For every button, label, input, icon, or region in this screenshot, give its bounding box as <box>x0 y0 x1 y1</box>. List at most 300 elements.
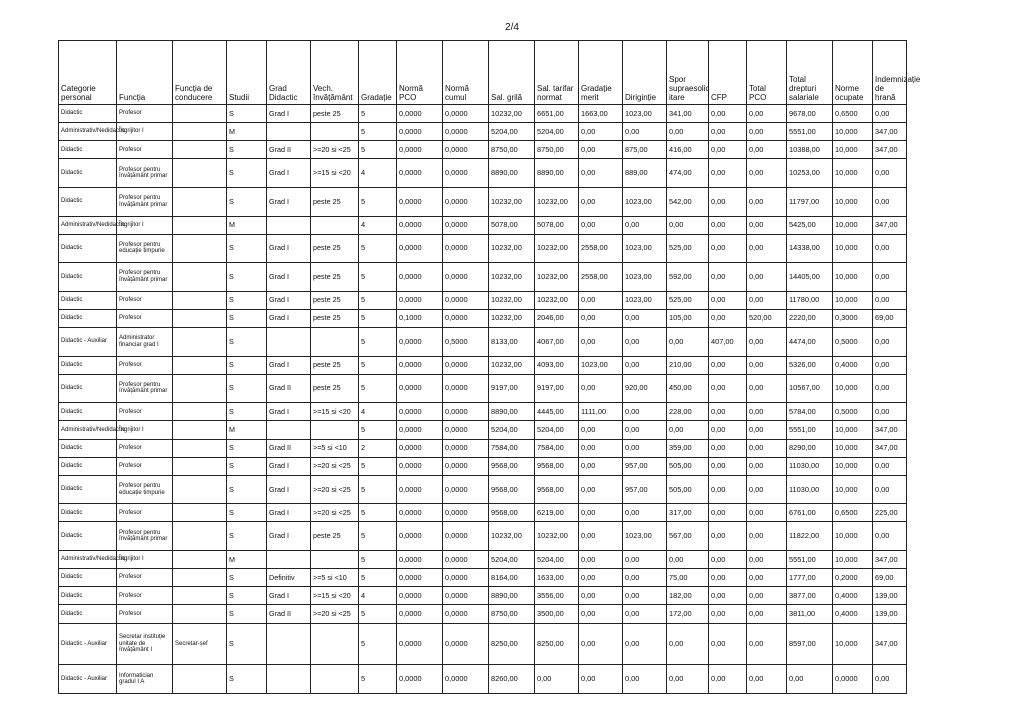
column-header: Norme ocupate <box>833 41 873 105</box>
table-cell: 450,00 <box>667 374 709 403</box>
table-cell: Didactic <box>59 522 117 551</box>
table-cell: 0,5000 <box>833 403 873 421</box>
table-cell: 0,00 <box>747 605 787 623</box>
table-cell: 69,00 <box>873 569 907 587</box>
table-cell: >=5 si <10 <box>311 569 359 587</box>
table-row <box>59 234 907 263</box>
table-cell <box>311 665 359 694</box>
table-cell: S <box>227 159 267 188</box>
table-cell: S <box>227 605 267 623</box>
table-cell: Grad I <box>267 403 311 421</box>
table-cell: 10232,00 <box>489 309 535 327</box>
table-cell: 10,000 <box>833 216 873 234</box>
table-cell: 10253,00 <box>787 159 833 188</box>
table-cell: 6651,00 <box>535 105 579 123</box>
table-cell: 5204,00 <box>489 551 535 569</box>
table-cell: peste 25 <box>311 356 359 374</box>
table-cell: 10,000 <box>833 522 873 551</box>
table-row <box>59 439 907 457</box>
table-row <box>59 309 907 327</box>
table-cell: Profesor pentru educație timpurie <box>117 475 173 504</box>
table-cell: Îngrijitor I <box>117 551 173 569</box>
table-cell: 0,00 <box>747 587 787 605</box>
table-cell: 0,0000 <box>443 665 489 694</box>
table-cell: Didactic <box>59 569 117 587</box>
table-cell: 0,0000 <box>443 105 489 123</box>
table-cell: 9568,00 <box>535 457 579 475</box>
table-cell <box>173 234 227 263</box>
table-cell: 0,0000 <box>443 356 489 374</box>
table-cell: 0,00 <box>747 374 787 403</box>
table-cell: 347,00 <box>873 421 907 439</box>
table-cell: 889,00 <box>623 159 667 188</box>
table-cell: 0,00 <box>709 123 747 141</box>
table-cell: 0,00 <box>623 587 667 605</box>
table-cell: 3811,00 <box>787 605 833 623</box>
salary-table-container <box>58 40 921 694</box>
table-row <box>59 123 907 141</box>
table-cell: 0,4000 <box>833 587 873 605</box>
table-cell: Didactic <box>59 475 117 504</box>
table-cell: 14338,00 <box>787 234 833 263</box>
table-cell: Grad I <box>267 187 311 216</box>
table-cell: 8597,00 <box>787 623 833 665</box>
table-row <box>59 475 907 504</box>
table-cell: Didactic <box>59 605 117 623</box>
table-cell: M <box>227 123 267 141</box>
table-cell: 8890,00 <box>489 159 535 188</box>
table-cell: 0,0000 <box>443 159 489 188</box>
table-cell <box>267 328 311 357</box>
table-cell: Didactic <box>59 105 117 123</box>
table-cell: 10232,00 <box>489 291 535 309</box>
table-cell: 11030,00 <box>787 475 833 504</box>
table-cell: 0,00 <box>579 665 623 694</box>
table-cell: 0,0000 <box>397 522 443 551</box>
table-cell: 0,2000 <box>833 569 873 587</box>
table-cell: peste 25 <box>311 263 359 292</box>
table-cell: 0,0000 <box>443 522 489 551</box>
table-cell: 0,0000 <box>397 263 443 292</box>
table-cell: 407,00 <box>709 328 747 357</box>
table-row <box>59 522 907 551</box>
table-cell: Didactic <box>59 457 117 475</box>
table-cell: 0,0000 <box>397 105 443 123</box>
table-cell: 0,00 <box>709 504 747 522</box>
table-cell: 10232,00 <box>489 105 535 123</box>
table-cell: 0,0000 <box>397 159 443 188</box>
table-cell: S <box>227 234 267 263</box>
table-cell: Îngrijitor I <box>117 123 173 141</box>
table-cell: 0,00 <box>709 623 747 665</box>
table-cell: 0,00 <box>579 309 623 327</box>
table-cell: 9197,00 <box>535 374 579 403</box>
table-cell: Profesor <box>117 309 173 327</box>
table-cell: peste 25 <box>311 291 359 309</box>
table-cell: S <box>227 475 267 504</box>
table-cell: 1111,00 <box>579 403 623 421</box>
table-cell: 8164,00 <box>489 569 535 587</box>
column-header: Diriginție <box>623 41 667 105</box>
table-cell <box>311 328 359 357</box>
table-cell: 317,00 <box>667 504 709 522</box>
table-cell: 10232,00 <box>489 263 535 292</box>
table-cell: 347,00 <box>873 551 907 569</box>
table-cell: 5204,00 <box>489 123 535 141</box>
table-cell: 0,00 <box>873 457 907 475</box>
table-cell: Îngrijitor I <box>117 216 173 234</box>
table-cell: 0,00 <box>579 457 623 475</box>
table-cell: 0,00 <box>709 587 747 605</box>
table-cell: 0,0000 <box>443 141 489 159</box>
table-cell: 0,00 <box>709 105 747 123</box>
table-cell: 5 <box>359 291 397 309</box>
table-cell: 7584,00 <box>489 439 535 457</box>
table-cell: 0,0000 <box>397 403 443 421</box>
table-cell: 10,000 <box>833 421 873 439</box>
table-cell: 4093,00 <box>535 356 579 374</box>
table-cell: 0,0000 <box>397 569 443 587</box>
table-cell: 10,000 <box>833 234 873 263</box>
table-cell: 0,00 <box>873 403 907 421</box>
table-cell: 5204,00 <box>489 421 535 439</box>
table-cell: 4 <box>359 587 397 605</box>
table-cell: 8290,00 <box>787 439 833 457</box>
table-cell: 4 <box>359 403 397 421</box>
table-cell: Informatician gradul I A <box>117 665 173 694</box>
table-cell: S <box>227 356 267 374</box>
table-cell: 5 <box>359 309 397 327</box>
table-row <box>59 457 907 475</box>
table-cell: 8750,00 <box>535 141 579 159</box>
table-cell: 0,00 <box>579 374 623 403</box>
table-cell: Profesor pentru învățământ primar <box>117 159 173 188</box>
table-cell: 0,00 <box>579 291 623 309</box>
table-cell: 6219,00 <box>535 504 579 522</box>
table-cell: 520,00 <box>747 309 787 327</box>
table-cell: 9568,00 <box>535 475 579 504</box>
table-cell: Secretar-șef <box>173 623 227 665</box>
table-cell: 0,0000 <box>443 123 489 141</box>
table-cell <box>173 439 227 457</box>
table-cell: 347,00 <box>873 123 907 141</box>
table-cell <box>173 309 227 327</box>
table-cell: 0,00 <box>873 328 907 357</box>
table-cell: 0,0000 <box>397 587 443 605</box>
table-cell: 0,00 <box>667 665 709 694</box>
table-cell: 567,00 <box>667 522 709 551</box>
table-cell: 0,0000 <box>443 291 489 309</box>
table-cell: Profesor <box>117 291 173 309</box>
table-cell: 4445,00 <box>535 403 579 421</box>
table-cell: 0,00 <box>709 421 747 439</box>
table-row <box>59 403 907 421</box>
table-cell: 0,00 <box>709 187 747 216</box>
table-cell: >=20 si <25 <box>311 504 359 522</box>
table-cell: 4067,00 <box>535 328 579 357</box>
table-cell: Administrator financiar grad I <box>117 328 173 357</box>
table-cell: Grad I <box>267 457 311 475</box>
table-cell: 0,00 <box>747 263 787 292</box>
table-cell: 0,00 <box>787 665 833 694</box>
table-cell: 5 <box>359 623 397 665</box>
table-cell: 347,00 <box>873 623 907 665</box>
table-row <box>59 216 907 234</box>
table-cell: 0,00 <box>623 623 667 665</box>
table-cell: 0,00 <box>579 421 623 439</box>
table-cell: Definitiv <box>267 569 311 587</box>
table-cell: 0,0000 <box>397 374 443 403</box>
table-cell: 2046,00 <box>535 309 579 327</box>
table-cell: 0,0000 <box>443 374 489 403</box>
table-cell: 5425,00 <box>787 216 833 234</box>
table-cell: 0,00 <box>579 587 623 605</box>
table-cell: 0,0000 <box>443 551 489 569</box>
table-cell: Grad I <box>267 522 311 551</box>
table-cell: Grad I <box>267 234 311 263</box>
table-cell: 0,00 <box>535 665 579 694</box>
table-cell: 172,00 <box>667 605 709 623</box>
table-cell: 359,00 <box>667 439 709 457</box>
table-cell: Grad I <box>267 263 311 292</box>
table-cell: Grad II <box>267 439 311 457</box>
table-cell: Grad I <box>267 159 311 188</box>
table-cell: 0,00 <box>873 374 907 403</box>
table-cell: 5204,00 <box>535 123 579 141</box>
table-cell: >=15 si <20 <box>311 587 359 605</box>
column-header: Normă PCO <box>397 41 443 105</box>
table-cell: 0,6500 <box>833 105 873 123</box>
table-cell: 5 <box>359 665 397 694</box>
table-cell <box>267 123 311 141</box>
table-cell: Profesor <box>117 356 173 374</box>
table-row <box>59 605 907 623</box>
table-cell: 8890,00 <box>535 159 579 188</box>
table-cell: 0,0000 <box>443 187 489 216</box>
table-cell: 0,00 <box>623 569 667 587</box>
table-cell: 0,0000 <box>397 216 443 234</box>
table-row <box>59 504 907 522</box>
table-cell: 0,0000 <box>397 623 443 665</box>
table-cell: 957,00 <box>623 475 667 504</box>
table-cell: 0,00 <box>579 123 623 141</box>
table-cell <box>173 605 227 623</box>
table-cell: 5 <box>359 356 397 374</box>
table-cell: 10232,00 <box>489 187 535 216</box>
table-cell: 0,00 <box>623 421 667 439</box>
table-cell <box>173 504 227 522</box>
table-cell: 0,0000 <box>397 291 443 309</box>
table-cell: 10,000 <box>833 551 873 569</box>
table-cell: 11780,00 <box>787 291 833 309</box>
column-header: Sal. grilă <box>489 41 535 105</box>
table-cell: 341,00 <box>667 105 709 123</box>
header-row <box>59 41 907 105</box>
table-cell: 8260,00 <box>489 665 535 694</box>
table-cell: 9197,00 <box>489 374 535 403</box>
table-cell <box>173 216 227 234</box>
table-cell <box>173 328 227 357</box>
table-cell: 0,00 <box>623 504 667 522</box>
table-cell: 0,00 <box>709 234 747 263</box>
table-cell: 0,00 <box>747 439 787 457</box>
column-header: Studii <box>227 41 267 105</box>
table-cell: Didactic <box>59 587 117 605</box>
table-cell: 139,00 <box>873 587 907 605</box>
column-header: Indemnizație de hrană <box>873 41 907 105</box>
table-cell <box>173 159 227 188</box>
table-cell: 139,00 <box>873 605 907 623</box>
table-cell: >=20 si <25 <box>311 141 359 159</box>
table-cell: 10232,00 <box>489 522 535 551</box>
table-cell <box>311 123 359 141</box>
table-cell: 0,00 <box>667 551 709 569</box>
table-cell: 5204,00 <box>535 421 579 439</box>
table-cell: 0,00 <box>747 234 787 263</box>
table-cell: 0,00 <box>623 356 667 374</box>
table-cell: Profesor <box>117 605 173 623</box>
table-cell <box>173 141 227 159</box>
table-cell: 0,00 <box>873 665 907 694</box>
table-cell: 8250,00 <box>535 623 579 665</box>
table-cell: Didactic <box>59 309 117 327</box>
table-cell: S <box>227 374 267 403</box>
table-cell: >=15 si <20 <box>311 403 359 421</box>
table-cell: 0,0000 <box>397 504 443 522</box>
table-cell: 505,00 <box>667 475 709 504</box>
table-cell <box>311 551 359 569</box>
table-cell: 0,00 <box>579 623 623 665</box>
table-row <box>59 291 907 309</box>
table-cell <box>267 216 311 234</box>
table-cell: 5078,00 <box>489 216 535 234</box>
table-cell: Didactic - Auxiliar <box>59 623 117 665</box>
table-cell: 416,00 <box>667 141 709 159</box>
table-cell: Didactic <box>59 403 117 421</box>
table-cell: 920,00 <box>623 374 667 403</box>
table-cell: 5 <box>359 234 397 263</box>
table-cell: 10232,00 <box>489 356 535 374</box>
table-body <box>59 105 907 694</box>
table-cell: >=20 si <25 <box>311 457 359 475</box>
table-cell: 0,0000 <box>443 504 489 522</box>
table-cell <box>311 623 359 665</box>
table-cell: 1633,00 <box>535 569 579 587</box>
table-cell: 0,00 <box>747 403 787 421</box>
table-cell: 0,00 <box>747 457 787 475</box>
table-cell: 0,0000 <box>397 187 443 216</box>
table-cell <box>173 475 227 504</box>
table-cell: 0,00 <box>579 328 623 357</box>
table-cell: M <box>227 421 267 439</box>
table-cell: 5551,00 <box>787 551 833 569</box>
table-cell: Grad I <box>267 356 311 374</box>
column-header: Normă cumul <box>443 41 489 105</box>
table-cell: peste 25 <box>311 234 359 263</box>
table-cell: S <box>227 457 267 475</box>
table-cell: 10388,00 <box>787 141 833 159</box>
table-cell: 0,00 <box>873 522 907 551</box>
table-cell: 592,00 <box>667 263 709 292</box>
table-cell: 0,00 <box>873 159 907 188</box>
table-cell: S <box>227 587 267 605</box>
table-cell: Profesor pentru educație timpurie <box>117 234 173 263</box>
table-cell: Didactic <box>59 374 117 403</box>
table-cell: 0,00 <box>579 605 623 623</box>
table-cell <box>173 587 227 605</box>
table-cell: 0,00 <box>579 187 623 216</box>
table-cell: 0,00 <box>709 403 747 421</box>
table-cell: Administrativ/Nedidactic <box>59 123 117 141</box>
table-cell: 0,00 <box>579 475 623 504</box>
table-row <box>59 187 907 216</box>
table-cell: 0,00 <box>709 665 747 694</box>
table-cell: Administrativ/Nedidactic <box>59 216 117 234</box>
table-cell: peste 25 <box>311 522 359 551</box>
table-cell: 0,00 <box>747 569 787 587</box>
table-cell: 0,0000 <box>397 421 443 439</box>
table-cell: 0,0000 <box>833 665 873 694</box>
table-cell: 0,00 <box>579 141 623 159</box>
table-cell <box>267 421 311 439</box>
table-cell: Profesor <box>117 403 173 421</box>
table-cell: 8890,00 <box>489 403 535 421</box>
table-cell: 10,000 <box>833 159 873 188</box>
column-header: Gradație <box>359 41 397 105</box>
table-cell: 0,00 <box>873 475 907 504</box>
table-cell: 182,00 <box>667 587 709 605</box>
table-cell: S <box>227 141 267 159</box>
table-row <box>59 665 907 694</box>
table-cell: S <box>227 309 267 327</box>
table-cell: 8890,00 <box>489 587 535 605</box>
table-cell: S <box>227 665 267 694</box>
table-cell: 9678,00 <box>787 105 833 123</box>
table-cell: 0,00 <box>579 216 623 234</box>
table-cell: 0,00 <box>709 291 747 309</box>
table-cell: 0,0000 <box>443 421 489 439</box>
table-cell: 0,0000 <box>443 569 489 587</box>
table-cell: Didactic <box>59 141 117 159</box>
table-cell: 0,0000 <box>397 551 443 569</box>
table-row <box>59 141 907 159</box>
table-cell: 347,00 <box>873 439 907 457</box>
table-cell: 474,00 <box>667 159 709 188</box>
table-cell: 0,00 <box>579 504 623 522</box>
table-cell: S <box>227 569 267 587</box>
table-cell: 875,00 <box>623 141 667 159</box>
table-cell: 0,00 <box>579 569 623 587</box>
table-cell: Profesor pentru învățământ primar <box>117 263 173 292</box>
table-cell: 5 <box>359 605 397 623</box>
table-cell: 10,000 <box>833 263 873 292</box>
table-cell: 0,00 <box>747 159 787 188</box>
table-cell: M <box>227 551 267 569</box>
table-cell <box>311 421 359 439</box>
table-cell: 8133,00 <box>489 328 535 357</box>
table-cell: Grad I <box>267 309 311 327</box>
table-row <box>59 159 907 188</box>
table-cell: Profesor pentru învățământ primar <box>117 374 173 403</box>
table-cell: 525,00 <box>667 291 709 309</box>
table-cell: 10232,00 <box>535 291 579 309</box>
table-cell: 957,00 <box>623 457 667 475</box>
table-cell: Didactic <box>59 263 117 292</box>
table-cell: S <box>227 522 267 551</box>
table-cell: >=20 si <25 <box>311 605 359 623</box>
table-cell: Grad I <box>267 587 311 605</box>
table-cell: 0,00 <box>579 439 623 457</box>
